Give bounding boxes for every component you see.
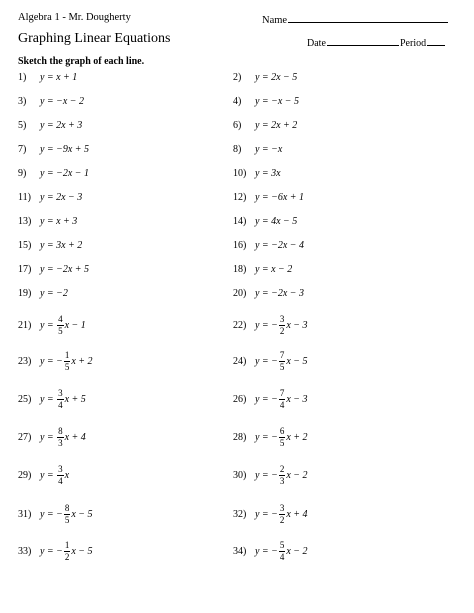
sign: − <box>271 355 278 367</box>
problem-number: 32) <box>233 508 247 520</box>
problem-number: 6) <box>233 119 242 131</box>
equation: y = 3x + 2 <box>40 239 83 251</box>
equation: y = − $\frac{8}{5}$ x − 5 <box>40 502 93 525</box>
date-blank[interactable] <box>327 35 399 46</box>
fraction: $\frac{1}{2}$ <box>64 539 70 562</box>
problem-number: 16) <box>233 239 247 251</box>
sign: − <box>56 355 63 367</box>
equation: y = −x − 5 <box>255 95 300 107</box>
equation: y = 4x − 5 <box>255 215 298 227</box>
problem-21 <box>18 310 86 340</box>
instructions: Sketch the graph of each line. <box>18 56 145 67</box>
problem-4 <box>233 94 299 108</box>
problem-16 <box>233 238 304 252</box>
problem-number: 30) <box>233 469 247 481</box>
problem-12 <box>233 190 304 204</box>
equation: y = x + 3 <box>40 215 78 227</box>
fraction: $\frac{3}{4}$ <box>58 387 63 410</box>
equation: y = 2x + 2 <box>255 119 298 131</box>
problem-2 <box>233 70 297 84</box>
fraction: $\frac{3}{2}$ <box>279 313 285 336</box>
equation: y = −6x + 1 <box>255 191 305 203</box>
sign: − <box>271 469 278 481</box>
name-label: Name <box>262 15 288 26</box>
problem-22 <box>233 310 308 340</box>
problem-32 <box>233 499 308 529</box>
problem-11 <box>18 190 82 204</box>
name-blank[interactable] <box>288 12 448 23</box>
problem-14 <box>233 214 297 228</box>
equation: y = −2x − 1 <box>40 167 90 179</box>
problem-number: 19) <box>18 287 32 299</box>
problem-number: 4) <box>233 95 242 107</box>
equation: y = 2x − 5 <box>255 71 298 83</box>
fraction: $\frac{4}{5}$ <box>58 313 63 336</box>
problem-number: 18) <box>233 263 247 275</box>
problem-29 <box>18 460 69 490</box>
equation: y = −2x − 3 <box>255 287 305 299</box>
problem-3 <box>18 94 84 108</box>
problem-8 <box>233 142 282 156</box>
problem-10 <box>233 166 281 180</box>
equation: y = $\frac{8}{3}$ x + 4 <box>40 425 86 448</box>
problem-number: 10) <box>233 167 247 179</box>
fraction: $\frac{6}{5}$ <box>279 425 285 448</box>
period-label: Period <box>400 38 427 49</box>
problem-23 <box>18 346 93 376</box>
equation: y = −2x − 4 <box>255 239 305 251</box>
problem-15 <box>18 238 82 252</box>
problem-number: 23) <box>18 355 32 367</box>
problem-number: 14) <box>233 215 247 227</box>
problem-9 <box>18 166 89 180</box>
problem-number: 33) <box>18 545 32 557</box>
equation: y = −9x + 5 <box>40 143 90 155</box>
equation: y = − $\frac{7}{4}$ x − 3 <box>255 387 308 410</box>
fraction: $\frac{7}{4}$ <box>279 387 285 410</box>
problem-number: 2) <box>233 71 242 83</box>
fraction: $\frac{3}{2}$ <box>279 502 285 525</box>
fraction: $\frac{8}{5}$ <box>64 502 70 525</box>
equation: y = $\frac{4}{5}$ x − 1 <box>40 313 86 336</box>
problem-13 <box>18 214 77 228</box>
problem-number: 25) <box>18 393 32 405</box>
fraction: $\frac{5}{4}$ <box>279 539 285 562</box>
equation: y = 2x − 3 <box>40 191 83 203</box>
problem-19 <box>18 286 68 300</box>
sign: − <box>56 545 63 557</box>
equation: y = 3x <box>255 167 281 179</box>
problem-number: 20) <box>233 287 247 299</box>
equation: y = 2x + 3 <box>40 119 83 131</box>
problem-27 <box>18 422 86 452</box>
date-field <box>307 35 399 49</box>
equation: y = x + 1 <box>40 71 78 83</box>
problem-number: 5) <box>18 119 27 131</box>
problem-number: 34) <box>233 545 247 557</box>
course-label: Algebra 1 - Mr. Dougherty <box>18 12 131 23</box>
period-field <box>400 35 445 49</box>
problem-number: 3) <box>18 95 27 107</box>
problem-33 <box>18 536 93 566</box>
problem-18 <box>233 262 292 276</box>
problem-number: 13) <box>18 215 32 227</box>
problem-28 <box>233 422 308 452</box>
problem-number: 1) <box>18 71 27 83</box>
equation: y = x − 2 <box>255 263 293 275</box>
problem-number: 17) <box>18 263 32 275</box>
fraction: $\frac{7}{5}$ <box>279 349 285 372</box>
name-field <box>262 12 448 26</box>
problem-25 <box>18 384 86 414</box>
equation: y = −2x + 5 <box>40 263 90 275</box>
problem-number: 31) <box>18 508 32 520</box>
period-blank[interactable] <box>427 35 445 46</box>
equation: y = $\frac{3}{4}$ x + 5 <box>40 387 86 410</box>
problem-20 <box>233 286 304 300</box>
problem-number: 22) <box>233 319 247 331</box>
equation: y = − $\frac{3}{2}$ x + 4 <box>255 502 308 525</box>
fraction: $\frac{1}{5}$ <box>64 349 70 372</box>
equation: y = − $\frac{1}{2}$ x − 5 <box>40 539 93 562</box>
worksheet-title: Graphing Linear Equations <box>18 31 171 46</box>
equation: y = −2 <box>40 287 68 299</box>
problem-1 <box>18 70 77 84</box>
fraction: $\frac{3}{4}$ <box>58 463 63 486</box>
problem-26 <box>233 384 308 414</box>
problem-number: 9) <box>18 167 27 179</box>
equation: y = − $\frac{6}{5}$ x + 2 <box>255 425 308 448</box>
problem-number: 12) <box>233 191 247 203</box>
sign: − <box>56 508 63 520</box>
equation: y = − $\frac{1}{5}$ x + 2 <box>40 349 93 372</box>
equation: y = −x − 2 <box>40 95 85 107</box>
problem-number: 27) <box>18 431 32 443</box>
equation: y = − $\frac{5}{4}$ x − 2 <box>255 539 308 562</box>
equation: y = $\frac{3}{4}$ x <box>40 463 70 486</box>
problem-number: 26) <box>233 393 247 405</box>
sign: − <box>271 431 278 443</box>
fraction: $\frac{2}{3}$ <box>279 463 285 486</box>
problem-number: 15) <box>18 239 32 251</box>
problem-6 <box>233 118 297 132</box>
problem-number: 11) <box>18 191 31 203</box>
problem-number: 21) <box>18 319 32 331</box>
problem-5 <box>18 118 82 132</box>
equation: y = − $\frac{3}{2}$ x − 3 <box>255 313 308 336</box>
problem-17 <box>18 262 89 276</box>
problem-number: 28) <box>233 431 247 443</box>
fraction: $\frac{8}{3}$ <box>58 425 63 448</box>
problem-number: 24) <box>233 355 247 367</box>
problem-31 <box>18 499 93 529</box>
equation: y = −x <box>255 143 283 155</box>
sign: − <box>271 319 278 331</box>
problem-34 <box>233 536 308 566</box>
sign: − <box>271 393 278 405</box>
problem-24 <box>233 346 308 376</box>
problem-number: 8) <box>233 143 242 155</box>
problem-30 <box>233 460 308 490</box>
sign: − <box>271 545 278 557</box>
equation: y = − $\frac{7}{5}$ x − 5 <box>255 349 308 372</box>
date-label: Date <box>307 38 326 49</box>
problem-number: 7) <box>18 143 27 155</box>
problem-number: 29) <box>18 469 32 481</box>
sign: − <box>271 508 278 520</box>
equation: y = − $\frac{2}{3}$ x − 2 <box>255 463 308 486</box>
problem-7 <box>18 142 89 156</box>
